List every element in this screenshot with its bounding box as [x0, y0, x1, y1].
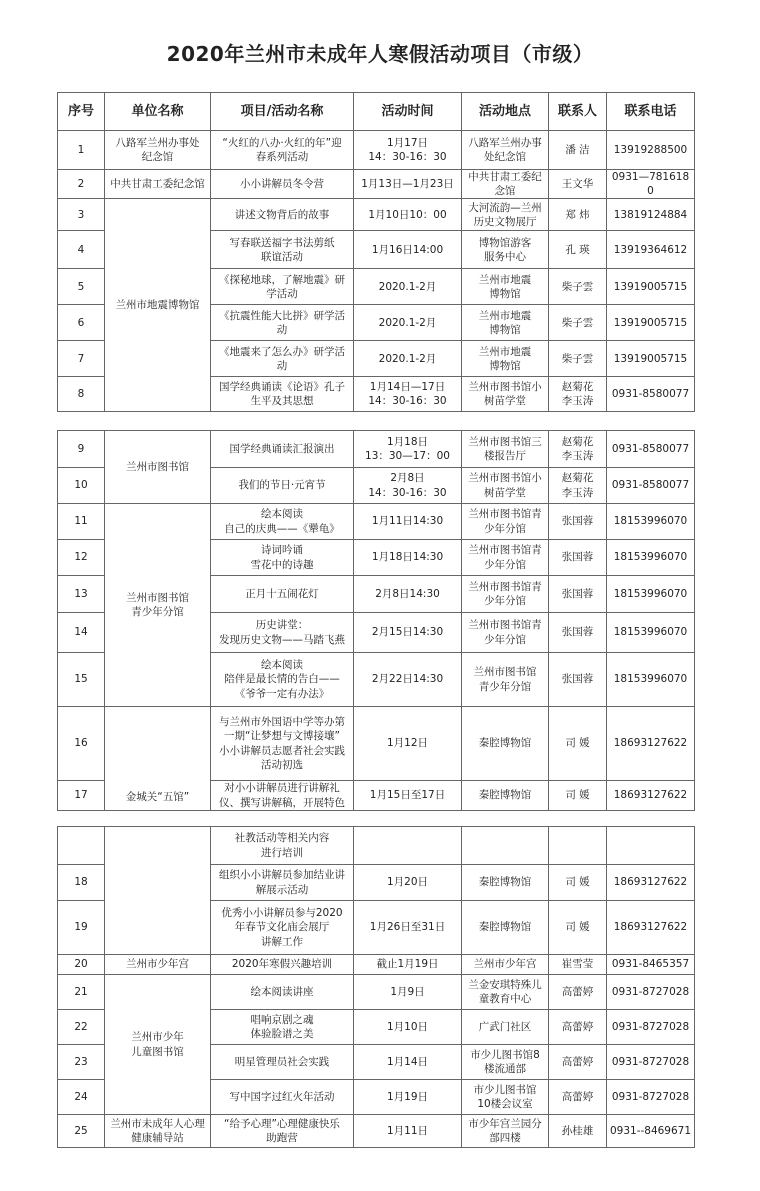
cell-time: 截止1月19日: [354, 955, 462, 975]
header-contact: 联系人: [549, 93, 607, 131]
table-row: [58, 1115, 695, 1148]
cell-project: 优秀小小讲解员参与2020 年春节文化庙会展厅 讲解工作: [211, 901, 354, 955]
cell-place: 兰州市图书馆 青少年分馆: [462, 653, 549, 707]
cell-phone: 18153996070: [607, 576, 695, 613]
cell-time: 1月10日10：00: [354, 199, 462, 231]
cell-phone: 18153996070: [607, 504, 695, 540]
cell-time: 2月8日 14：30-16：30: [354, 468, 462, 504]
cell-time: 2020.1-2月: [354, 341, 462, 377]
cell-contact: 司 媛: [549, 901, 607, 955]
cell-unit: 八路军兰州办事处 纪念馆: [105, 131, 211, 170]
cell-contact: 孔 瑛: [549, 231, 607, 269]
cell-contact: 柴子雲: [549, 305, 607, 341]
cell-project: 我们的节日·元宵节: [211, 468, 354, 504]
cell-no: 24: [58, 1080, 105, 1115]
cell-project: 正月十五闹花灯: [211, 576, 354, 613]
cell-contact: 赵菊花 李玉涛: [549, 468, 607, 504]
cell-unit-merged: 兰州市图书馆: [105, 431, 211, 504]
cell-place: 博物馆游客 服务中心: [462, 231, 549, 269]
cell-no: 3: [58, 199, 105, 231]
cell-phone: 18153996070: [607, 540, 695, 576]
cell-place: 兰州市地震 博物馆: [462, 341, 549, 377]
cell-place: 兰州市图书馆青 少年分馆: [462, 504, 549, 540]
cell-unit: 兰州市少年宫: [105, 955, 211, 975]
cell-no: 12: [58, 540, 105, 576]
cell-project: 绘本阅读讲座: [211, 975, 354, 1010]
cell-time: 1月11日: [354, 1115, 462, 1148]
cell-no: 8: [58, 377, 105, 412]
cell-phone: 0931-8580077: [607, 468, 695, 504]
cell-project: 写春联送福字书法剪纸 联谊活动: [211, 231, 354, 269]
cell-place: 兰州市少年宫: [462, 955, 549, 975]
cell-phone: 0931--8469671: [607, 1115, 695, 1148]
cell-unit: 中共甘肃工委纪念馆: [105, 170, 211, 199]
cell-contact: 高蕾婷: [549, 1045, 607, 1080]
cell-contact: 崔雪莹: [549, 955, 607, 975]
cell-phone: 13919364612: [607, 231, 695, 269]
cell-project: 讲述文物背后的故事: [211, 199, 354, 231]
cell-no: 15: [58, 653, 105, 707]
cell-time: 1月16日14:00: [354, 231, 462, 269]
cell-phone: 0931-8727028: [607, 1010, 695, 1045]
cell-no: 21: [58, 975, 105, 1010]
cell-contact: 赵菊花 李玉涛: [549, 377, 607, 412]
cell-project: 《地震来了怎么办》研学活 动: [211, 341, 354, 377]
cell-phone: 18153996070: [607, 613, 695, 653]
cell-phone: 0931-8727028: [607, 1080, 695, 1115]
cell-time: 1月18日14:30: [354, 540, 462, 576]
cell-time: 1月14日: [354, 1045, 462, 1080]
cell-time: 2月15日14:30: [354, 613, 462, 653]
cell-place: 市少儿图书馆8 楼流通部: [462, 1045, 549, 1080]
cell-phone: 13919005715: [607, 269, 695, 305]
cell-contact: 司 媛: [549, 707, 607, 781]
cell-no: 23: [58, 1045, 105, 1080]
cell-place: 广武门社区: [462, 1010, 549, 1045]
cell-contact: 孙桂雄: [549, 1115, 607, 1148]
cell-no: [58, 827, 105, 865]
cell-project: 唱响京剧之魂 体验脸谱之美: [211, 1010, 354, 1045]
cell-phone: 0931—7816180: [607, 170, 695, 199]
cell-time: 1月18日 13：30—17：00: [354, 431, 462, 468]
cell-time: 1月20日: [354, 865, 462, 901]
cell-no: 11: [58, 504, 105, 540]
cell-contact: 潘 洁: [549, 131, 607, 170]
activities-table-part-3: [57, 826, 695, 1148]
cell-place: 秦腔博物馆: [462, 901, 549, 955]
cell-project: 国学经典诵读汇报演出: [211, 431, 354, 468]
cell-place: 兰州市地震 博物馆: [462, 269, 549, 305]
cell-contact: 司 媛: [549, 781, 607, 811]
table-row: [58, 170, 695, 199]
table-row: [58, 199, 695, 231]
cell-no: 9: [58, 431, 105, 468]
cell-project: 绘本阅读 自己的庆典——《犟龟》: [211, 504, 354, 540]
cell-place: 兰州市图书馆青 少年分馆: [462, 576, 549, 613]
cell-phone: 0931-8580077: [607, 377, 695, 412]
cell-phone: 18693127622: [607, 865, 695, 901]
cell-no: 25: [58, 1115, 105, 1148]
cell-time: 1月15日至17日: [354, 781, 462, 811]
cell-phone: 0931-8727028: [607, 975, 695, 1010]
header-project: 项目/活动名称: [211, 93, 354, 131]
cell-contact: 赵菊花 李玉涛: [549, 431, 607, 468]
cell-time: 2月22日14:30: [354, 653, 462, 707]
cell-contact: 柴子雲: [549, 341, 607, 377]
cell-contact: 王文华: [549, 170, 607, 199]
cell-time: 1月12日: [354, 707, 462, 781]
cell-phone: 18693127622: [607, 781, 695, 811]
cell-phone: 18153996070: [607, 653, 695, 707]
cell-contact: [549, 827, 607, 865]
cell-project: 小小讲解员冬令营: [211, 170, 354, 199]
cell-project: 明星管理员社会实践: [211, 1045, 354, 1080]
cell-no: 19: [58, 901, 105, 955]
cell-no: 2: [58, 170, 105, 199]
cell-no: 13: [58, 576, 105, 613]
cell-time: 1月26日至31日: [354, 901, 462, 955]
cell-place: 兰州市地震 博物馆: [462, 305, 549, 341]
cell-project: “给予心理”心理健康快乐 助跑营: [211, 1115, 354, 1148]
cell-project: 与兰州市外国语中学等办第 一期“让梦想与文博接壤” 小小讲解员志愿者社会实践 活动初选: [211, 707, 354, 781]
cell-contact: 高蕾婷: [549, 1010, 607, 1045]
cell-no: 5: [58, 269, 105, 305]
cell-no: 16: [58, 707, 105, 781]
table-row: [58, 431, 695, 468]
cell-unit-merged: 兰州市地震博物馆: [105, 199, 211, 412]
cell-time: 1月19日: [354, 1080, 462, 1115]
cell-place: 兰州市图书馆小 树苗学堂: [462, 377, 549, 412]
cell-phone: [607, 827, 695, 865]
cell-phone: 13919005715: [607, 305, 695, 341]
cell-no: 1: [58, 131, 105, 170]
cell-place: [462, 827, 549, 865]
cell-no: 4: [58, 231, 105, 269]
cell-phone: 13919005715: [607, 341, 695, 377]
header-place: 活动地点: [462, 93, 549, 131]
cell-project: 2020年寒假兴趣培训: [211, 955, 354, 975]
table-row: [58, 707, 695, 781]
cell-no: 6: [58, 305, 105, 341]
cell-phone: 13819124884: [607, 199, 695, 231]
cell-project: 《抗震性能大比拼》研学活 动: [211, 305, 354, 341]
activities-table-part-1: [57, 92, 695, 412]
cell-project: 《探秘地球，了解地震》研 学活动: [211, 269, 354, 305]
table-row: [58, 955, 695, 975]
cell-place: 秦腔博物馆: [462, 707, 549, 781]
cell-contact: 张国蓉: [549, 540, 607, 576]
table-row: [58, 975, 695, 1010]
cell-contact: 柴子雲: [549, 269, 607, 305]
cell-project: 历史讲堂： 发现历史文物——马踏飞燕: [211, 613, 354, 653]
cell-project: 组织小小讲解员参加结业讲 解展示活动: [211, 865, 354, 901]
cell-contact: 张国蓉: [549, 576, 607, 613]
cell-time: 1月14日—17日 14：30-16：30: [354, 377, 462, 412]
cell-time: 1月13日—1月23日: [354, 170, 462, 199]
cell-phone: 0931-8580077: [607, 431, 695, 468]
cell-time: 1月11日14:30: [354, 504, 462, 540]
table-header-row: [58, 93, 695, 131]
table-row: [58, 827, 695, 865]
cell-place: 兰州市图书馆小 树苗学堂: [462, 468, 549, 504]
cell-project: 国学经典诵读《论语》孔子 生平及其思想: [211, 377, 354, 412]
cell-contact: 司 媛: [549, 865, 607, 901]
cell-phone: 18693127622: [607, 901, 695, 955]
cell-phone: 18693127622: [607, 707, 695, 781]
cell-time: [354, 827, 462, 865]
cell-unit: 兰州市未成年人心理 健康辅导站: [105, 1115, 211, 1148]
cell-time: 1月17日 14：30-16：30: [354, 131, 462, 170]
cell-time: 2020.1-2月: [354, 269, 462, 305]
cell-place: 秦腔博物馆: [462, 781, 549, 811]
cell-contact: 张国蓉: [549, 613, 607, 653]
cell-project: 对小小讲解员进行讲解礼 仪、撰写讲解稿，开展特色: [211, 781, 354, 811]
header-no: 序号: [58, 93, 105, 131]
cell-contact: 张国蓉: [549, 653, 607, 707]
cell-phone: 0931-8727028: [607, 1045, 695, 1080]
cell-place: 兰州市图书馆青 少年分馆: [462, 540, 549, 576]
cell-project: “火红的八办·火红的年”迎 春系列活动: [211, 131, 354, 170]
table-row: [58, 504, 695, 540]
cell-phone: 0931-8465357: [607, 955, 695, 975]
cell-no: 20: [58, 955, 105, 975]
cell-no: 10: [58, 468, 105, 504]
cell-place: 市少年宫兰园分 部四楼: [462, 1115, 549, 1148]
cell-no: 17: [58, 781, 105, 811]
cell-unit-empty: [105, 827, 211, 955]
cell-project: 写中国字过红火年活动: [211, 1080, 354, 1115]
table-row: [58, 131, 695, 170]
cell-place: 市少儿图书馆 10楼会议室: [462, 1080, 549, 1115]
cell-no: 7: [58, 341, 105, 377]
activities-table-part-2: [57, 430, 695, 811]
cell-unit-merged: 金城关“五馆”: [105, 707, 211, 811]
cell-place: 兰州市图书馆三 楼报告厅: [462, 431, 549, 468]
cell-project: 绘本阅读 陪伴是最长情的告白—— 《爷爷一定有办法》: [211, 653, 354, 707]
cell-place: 大河流韵—兰州 历史文物展厅: [462, 199, 549, 231]
cell-time: 2月8日14:30: [354, 576, 462, 613]
header-time: 活动时间: [354, 93, 462, 131]
cell-contact: 高蕾婷: [549, 1080, 607, 1115]
cell-unit-merged: 兰州市图书馆 青少年分馆: [105, 504, 211, 707]
cell-place: 中共甘肃工委纪 念馆: [462, 170, 549, 199]
cell-time: 1月10日: [354, 1010, 462, 1045]
cell-time: 2020.1-2月: [354, 305, 462, 341]
cell-place: 兰金安琪特殊儿 童教育中心: [462, 975, 549, 1010]
cell-no: 18: [58, 865, 105, 901]
cell-place: 秦腔博物馆: [462, 865, 549, 901]
cell-project: 诗词吟诵 雪花中的诗趣: [211, 540, 354, 576]
header-phone: 联系电话: [607, 93, 695, 131]
cell-place: 兰州市图书馆青 少年分馆: [462, 613, 549, 653]
cell-contact: 张国蓉: [549, 504, 607, 540]
cell-no: 14: [58, 613, 105, 653]
cell-unit-merged: 兰州市少年 儿童图书馆: [105, 975, 211, 1115]
cell-contact: 高蕾婷: [549, 975, 607, 1010]
cell-phone: 13919288500: [607, 131, 695, 170]
cell-project: 社教活动等相关内容 进行培训: [211, 827, 354, 865]
cell-contact: 郑 炜: [549, 199, 607, 231]
header-unit: 单位名称: [105, 93, 211, 131]
page-title: 2020年兰州市未成年人寒假活动项目（市级）: [166, 42, 594, 66]
cell-place: 八路军兰州办事 处纪念馆: [462, 131, 549, 170]
cell-time: 1月9日: [354, 975, 462, 1010]
cell-no: 22: [58, 1010, 105, 1045]
